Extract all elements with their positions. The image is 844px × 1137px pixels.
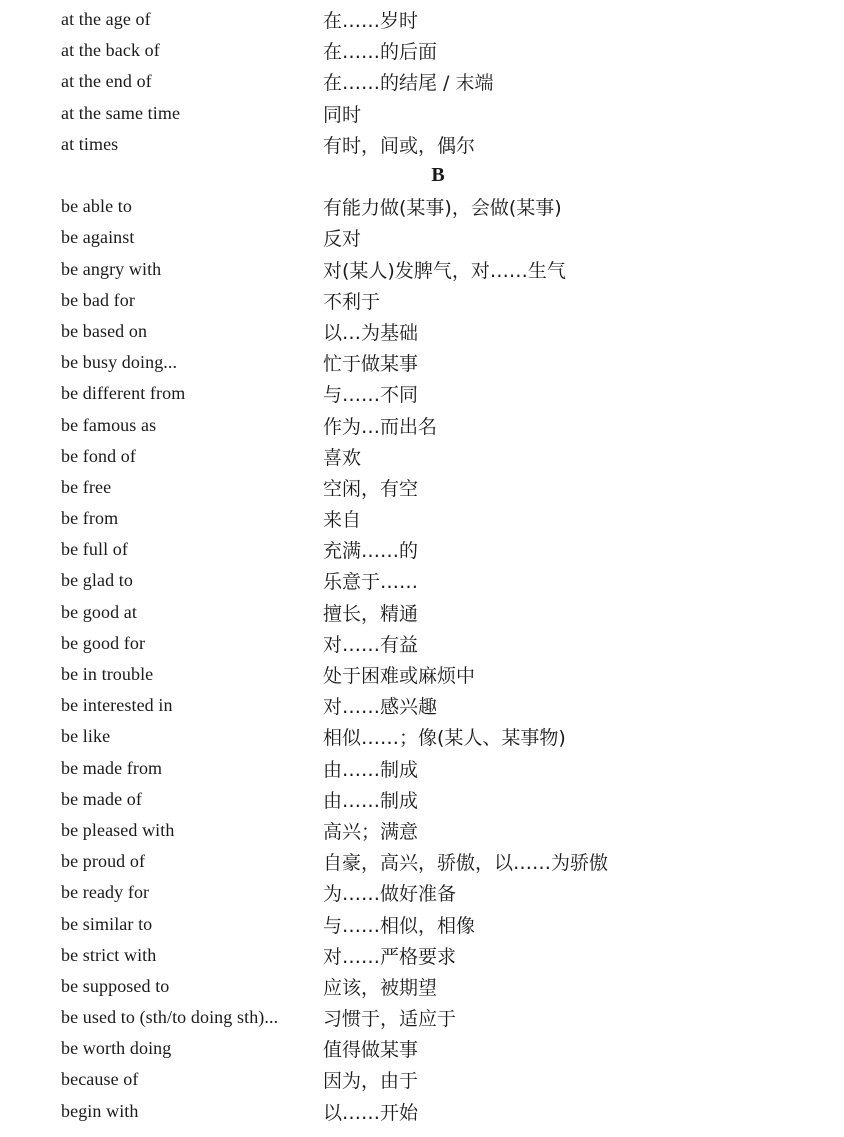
phrase-english: be supposed to <box>61 975 170 996</box>
phrase-row <box>0 628 844 659</box>
phrase-row <box>0 784 844 815</box>
phrase-english: be fond of <box>61 445 136 466</box>
vocabulary-page <box>0 4 844 1127</box>
phrase-english: be used to (sth/to doing sth)... <box>61 1007 279 1028</box>
phrase-chinese: 有时，间或，偶尔 <box>323 134 476 157</box>
phrase-english: be angry with <box>61 258 162 279</box>
phrase-english: at times <box>61 133 119 154</box>
phrase-english: be able to <box>61 196 132 217</box>
phrase-chinese: 不利于 <box>323 290 381 313</box>
phrase-chinese: 值得做某事 <box>323 1039 419 1062</box>
phrase-chinese: 与……不同 <box>323 384 419 407</box>
phrase-english: be from <box>61 508 119 529</box>
phrase-row <box>0 191 844 222</box>
phrase-english: be against <box>61 227 135 248</box>
phrase-row <box>0 4 844 35</box>
phrase-chinese: 为……做好准备 <box>323 883 457 906</box>
phrase-row <box>0 565 844 596</box>
phrase-row <box>0 846 844 877</box>
phrase-english: because of <box>61 1069 139 1090</box>
phrase-row <box>0 129 844 160</box>
phrase-chinese: 充满……的 <box>323 540 419 563</box>
phrase-english: at the same time <box>61 102 181 123</box>
phrase-chinese: 来自 <box>323 509 362 532</box>
phrase-english: be worth doing <box>61 1038 172 1059</box>
phrase-chinese: 由……制成 <box>323 758 419 781</box>
phrase-english: be like <box>61 726 111 747</box>
phrase-chinese: 对(某人)发脾气，对……生气 <box>323 259 566 282</box>
phrase-english: be glad to <box>61 570 133 591</box>
phrase-english: be free <box>61 476 112 497</box>
phrase-row <box>0 908 844 939</box>
phrase-row <box>0 347 844 378</box>
phrase-row <box>0 815 844 846</box>
phrase-chinese: 反对 <box>323 228 362 251</box>
phrase-chinese: 自豪，高兴，骄傲，以……为骄傲 <box>323 852 609 875</box>
phrase-english: at the back of <box>61 40 160 61</box>
phrase-chinese: 擅长，精通 <box>323 602 419 625</box>
phrase-row <box>0 971 844 1002</box>
phrase-english: be made from <box>61 757 163 778</box>
phrase-chinese: 因为，由于 <box>323 1070 419 1093</box>
phrase-row <box>0 1033 844 1064</box>
phrase-chinese: 高兴；满意 <box>323 820 419 843</box>
phrase-chinese: 应该，被期望 <box>323 976 438 999</box>
phrase-chinese: 有能力做(某事)，会做(某事) <box>323 197 562 220</box>
phrase-chinese: 对……有益 <box>323 633 419 656</box>
phrase-row <box>0 503 844 534</box>
phrase-row <box>0 753 844 784</box>
phrase-row <box>0 1064 844 1095</box>
phrase-english: be made of <box>61 788 142 809</box>
phrase-english: be bad for <box>61 289 135 310</box>
section-heading-b: B <box>431 164 445 187</box>
phrase-chinese: 乐意于…… <box>323 571 419 594</box>
phrase-row <box>0 877 844 908</box>
phrase-row <box>0 409 844 440</box>
phrase-english: at the age of <box>61 9 151 30</box>
phrase-english: be busy doing... <box>61 352 178 373</box>
phrase-english: be good for <box>61 632 146 653</box>
phrase-row <box>0 441 844 472</box>
phrase-row <box>0 534 844 565</box>
phrase-row <box>0 597 844 628</box>
phrase-english: be pleased with <box>61 819 175 840</box>
phrase-english: be good at <box>61 601 137 622</box>
phrase-row <box>0 222 844 253</box>
phrase-english: be different from <box>61 383 186 404</box>
phrase-row <box>0 66 844 97</box>
phrase-english: be proud of <box>61 851 146 872</box>
phrase-row <box>0 690 844 721</box>
phrase-chinese: 以…为基础 <box>323 321 419 344</box>
phrase-english: be ready for <box>61 882 150 903</box>
phrase-row <box>0 1096 844 1127</box>
phrase-row <box>0 721 844 752</box>
phrase-section-a <box>0 4 844 160</box>
phrase-chinese: 对……严格要求 <box>323 945 457 968</box>
phrase-chinese: 以……开始 <box>323 1101 419 1124</box>
phrase-row <box>0 35 844 66</box>
phrase-chinese: 同时 <box>323 103 362 126</box>
phrase-english: be similar to <box>61 913 153 934</box>
phrase-row <box>0 1002 844 1033</box>
phrase-english: at the end of <box>61 71 152 92</box>
phrase-english: be based on <box>61 320 148 341</box>
phrase-chinese: 空闲，有空 <box>323 477 419 500</box>
phrase-row <box>0 316 844 347</box>
phrase-chinese: 作为…而出名 <box>323 415 438 438</box>
phrase-chinese: 在……岁时 <box>323 10 419 33</box>
phrase-english: be famous as <box>61 414 157 435</box>
phrase-row <box>0 254 844 285</box>
phrase-chinese: 处于困难或麻烦中 <box>323 665 476 688</box>
phrase-section-b <box>0 191 844 1127</box>
phrase-english: be strict with <box>61 944 157 965</box>
phrase-english: be full of <box>61 539 128 560</box>
phrase-english: be in trouble <box>61 664 154 685</box>
phrase-english: be interested in <box>61 695 173 716</box>
phrase-row <box>0 472 844 503</box>
phrase-row <box>0 285 844 316</box>
phrase-chinese: 相似……；像(某人、某事物) <box>323 727 566 750</box>
phrase-chinese: 与……相似，相像 <box>323 914 476 937</box>
phrase-chinese: 喜欢 <box>323 446 362 469</box>
phrase-chinese: 忙于做某事 <box>323 353 419 376</box>
phrase-chinese: 对……感兴趣 <box>323 696 438 719</box>
phrase-chinese: 在……的结尾 / 末端 <box>323 72 494 95</box>
phrase-row <box>0 940 844 971</box>
phrase-chinese: 习惯于，适应于 <box>323 1008 457 1031</box>
phrase-chinese: 由……制成 <box>323 789 419 812</box>
phrase-row <box>0 659 844 690</box>
phrase-english: begin with <box>61 1100 139 1121</box>
phrase-row <box>0 98 844 129</box>
phrase-chinese: 在……的后面 <box>323 41 438 64</box>
phrase-row <box>0 378 844 409</box>
